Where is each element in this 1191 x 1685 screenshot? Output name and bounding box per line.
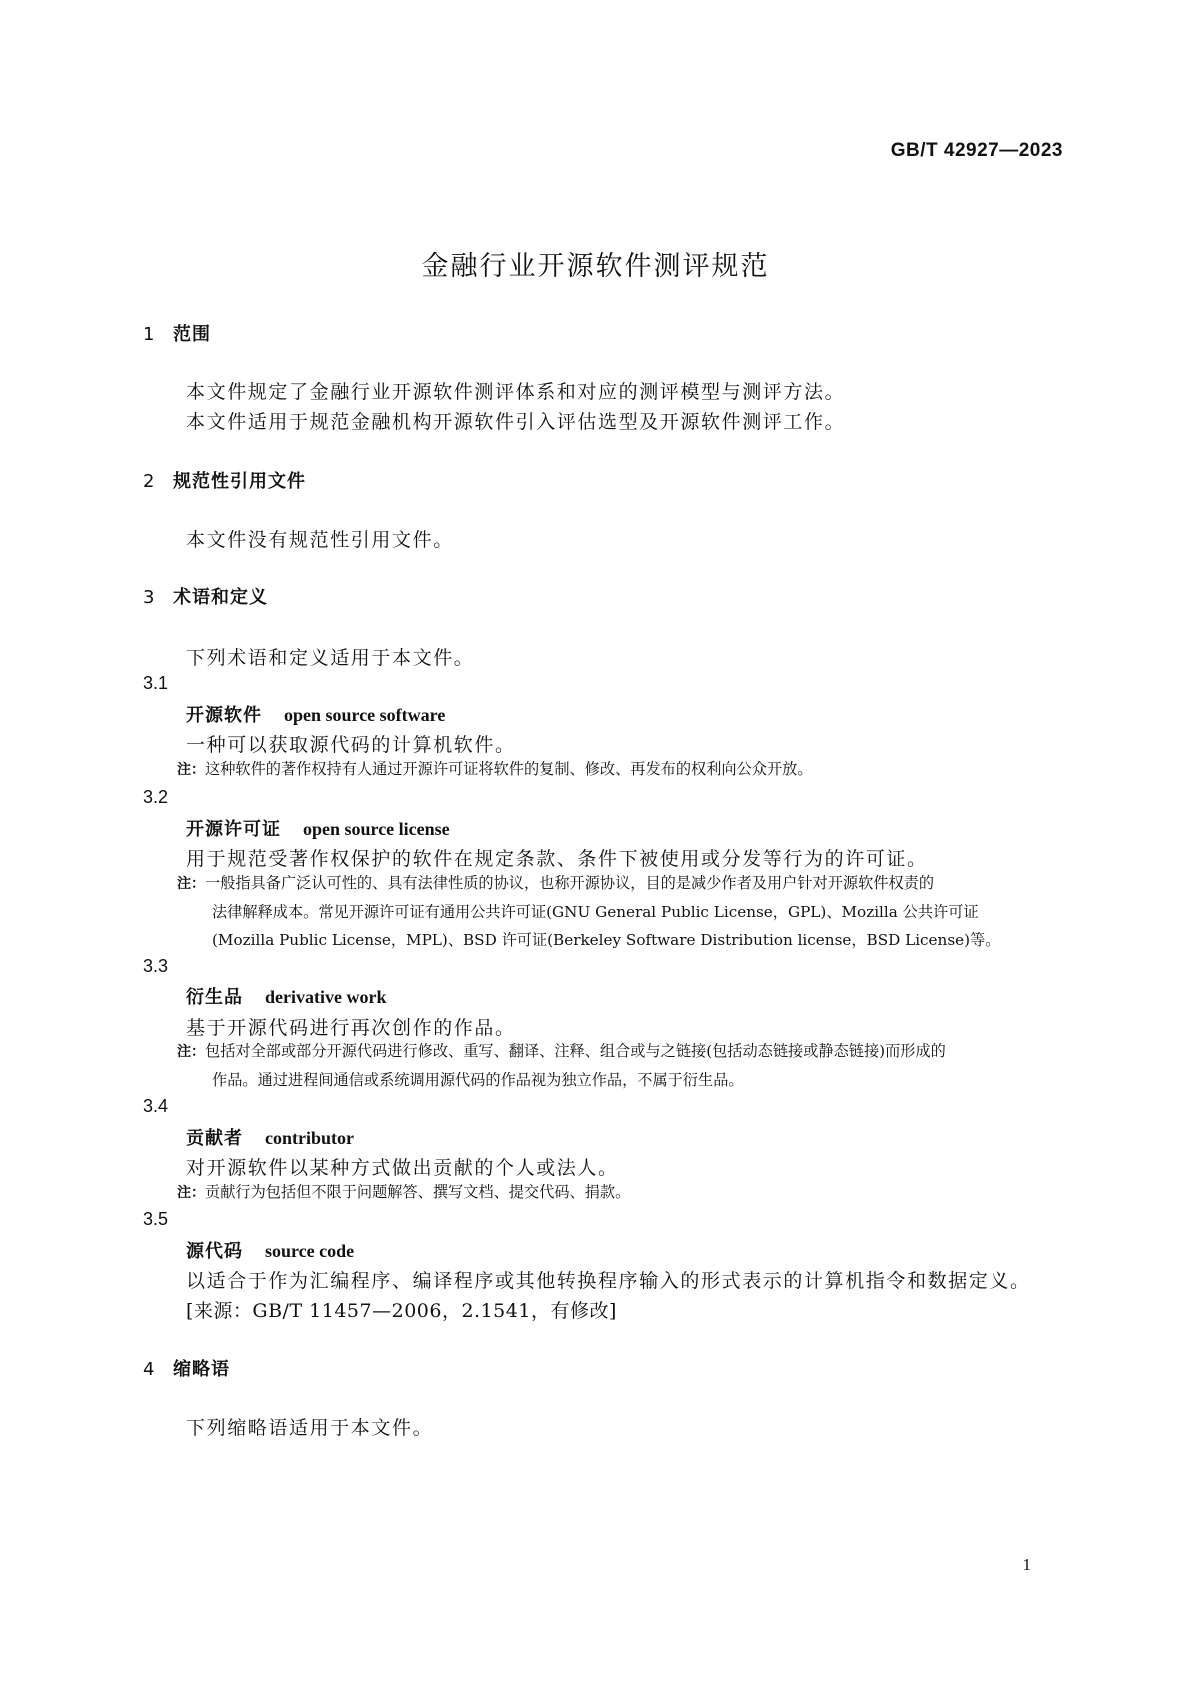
term-definition: 一种可以获取源代码的计算机软件。 xyxy=(186,734,516,756)
page-number: 1 xyxy=(1022,1555,1031,1574)
section-title: 规范性引用文件 xyxy=(173,471,306,492)
section-title: 术语和定义 xyxy=(173,587,268,608)
section-number: 4 xyxy=(143,1359,156,1380)
section-title: 缩略语 xyxy=(173,1359,230,1380)
term-zh: 贡献者 xyxy=(186,1128,243,1149)
term-definition: 对开源软件以某种方式做出贡献的个人或法人。 xyxy=(186,1157,619,1179)
note-line: 法律解释成本。常见开源许可证有通用公共许可证(GNU General Public License，GPL)、Mozilla 公共许可证 xyxy=(212,903,979,921)
term-number: 3.5 xyxy=(143,1209,169,1229)
term-definition: 用于规范受著作权保护的软件在规定条款、条件下被使用或分发等行为的许可证。 xyxy=(186,848,928,870)
term-note xyxy=(177,1178,1077,1207)
term-definition: 以适合于作为汇编程序、编译程序或其他转换程序输入的形式表示的计算机指令和数据定义。 xyxy=(186,1270,1031,1292)
note-line: 一般指具备广泛认可性的、具有法律性质的协议，也称开源协议，目的是减少作者及用户针对开源软件权责的 xyxy=(205,874,934,892)
paragraph: 本文件规定了金融行业开源软件测评体系和对应的测评模型与测评方法。 xyxy=(186,381,846,403)
term-heading xyxy=(186,701,445,727)
term-zh: 开源软件 xyxy=(186,705,262,726)
section-4-heading xyxy=(143,1355,230,1381)
term-en: source code xyxy=(265,1241,355,1261)
term-en: contributor xyxy=(265,1128,354,1148)
note-line: 这种软件的著作权持有人通过开源许可证将软件的复制、修改、再发布的权利向公众开放。 xyxy=(205,760,813,778)
section-title: 范围 xyxy=(173,324,211,345)
section-3-heading xyxy=(143,583,268,609)
section-number: 2 xyxy=(143,471,156,492)
paragraph: 本文件没有规范性引用文件。 xyxy=(186,529,454,551)
term-definition: 基于开源代码进行再次创作的作品。 xyxy=(186,1017,516,1039)
term-number: 3.3 xyxy=(143,956,169,976)
term-en: open source license xyxy=(303,819,450,839)
term-number: 3.4 xyxy=(143,1096,169,1116)
document-title: 金融行业开源软件测评规范 xyxy=(421,251,770,282)
term-note xyxy=(177,755,1077,784)
paragraph: 下列缩略语适用于本文件。 xyxy=(186,1417,434,1439)
term-en: derivative work xyxy=(265,987,387,1007)
note-line: (Mozilla Public License，MPL)、BSD 许可证(Berkeley Software Distribution license，BSD License)等。 xyxy=(212,931,1001,949)
term-source: [来源：GB/T 11457—2006，2.1541，有修改] xyxy=(186,1300,617,1322)
note-line: 作品。通过进程间通信或系统调用源代码的作品视为独立作品，不属于衍生品。 xyxy=(212,1071,744,1089)
note-label: 注： xyxy=(177,1044,205,1060)
term-zh: 衍生品 xyxy=(186,987,243,1008)
section-number: 3 xyxy=(143,587,156,608)
note-line: 包括对全部或部分开源代码进行修改、重写、翻译、注释、组合或与之链接(包括动态链接或静态链接)而形成的 xyxy=(205,1042,946,1060)
term-heading xyxy=(186,815,450,841)
term-heading xyxy=(186,1237,354,1263)
standard-number: GB/T 42927—2023 xyxy=(890,140,1063,161)
term-note xyxy=(177,1037,1077,1094)
term-heading xyxy=(186,1124,354,1150)
section-1-heading xyxy=(143,320,211,346)
note-label: 注： xyxy=(177,762,205,778)
note-label: 注： xyxy=(177,876,205,892)
note-label: 注： xyxy=(177,1185,205,1201)
section-2-heading xyxy=(143,467,306,493)
paragraph: 本文件适用于规范金融机构开源软件引入评估选型及开源软件测评工作。 xyxy=(186,411,846,433)
term-zh: 源代码 xyxy=(186,1241,243,1262)
term-en: open source software xyxy=(284,705,446,725)
term-heading xyxy=(186,983,386,1009)
paragraph: 下列术语和定义适用于本文件。 xyxy=(186,647,475,669)
section-number: 1 xyxy=(143,324,156,345)
note-line: 贡献行为包括但不限于问题解答、撰写文档、提交代码、捐款。 xyxy=(205,1183,631,1201)
term-note xyxy=(177,869,1077,954)
term-number: 3.2 xyxy=(143,787,169,807)
term-zh: 开源许可证 xyxy=(186,819,281,840)
term-number: 3.1 xyxy=(143,673,169,693)
